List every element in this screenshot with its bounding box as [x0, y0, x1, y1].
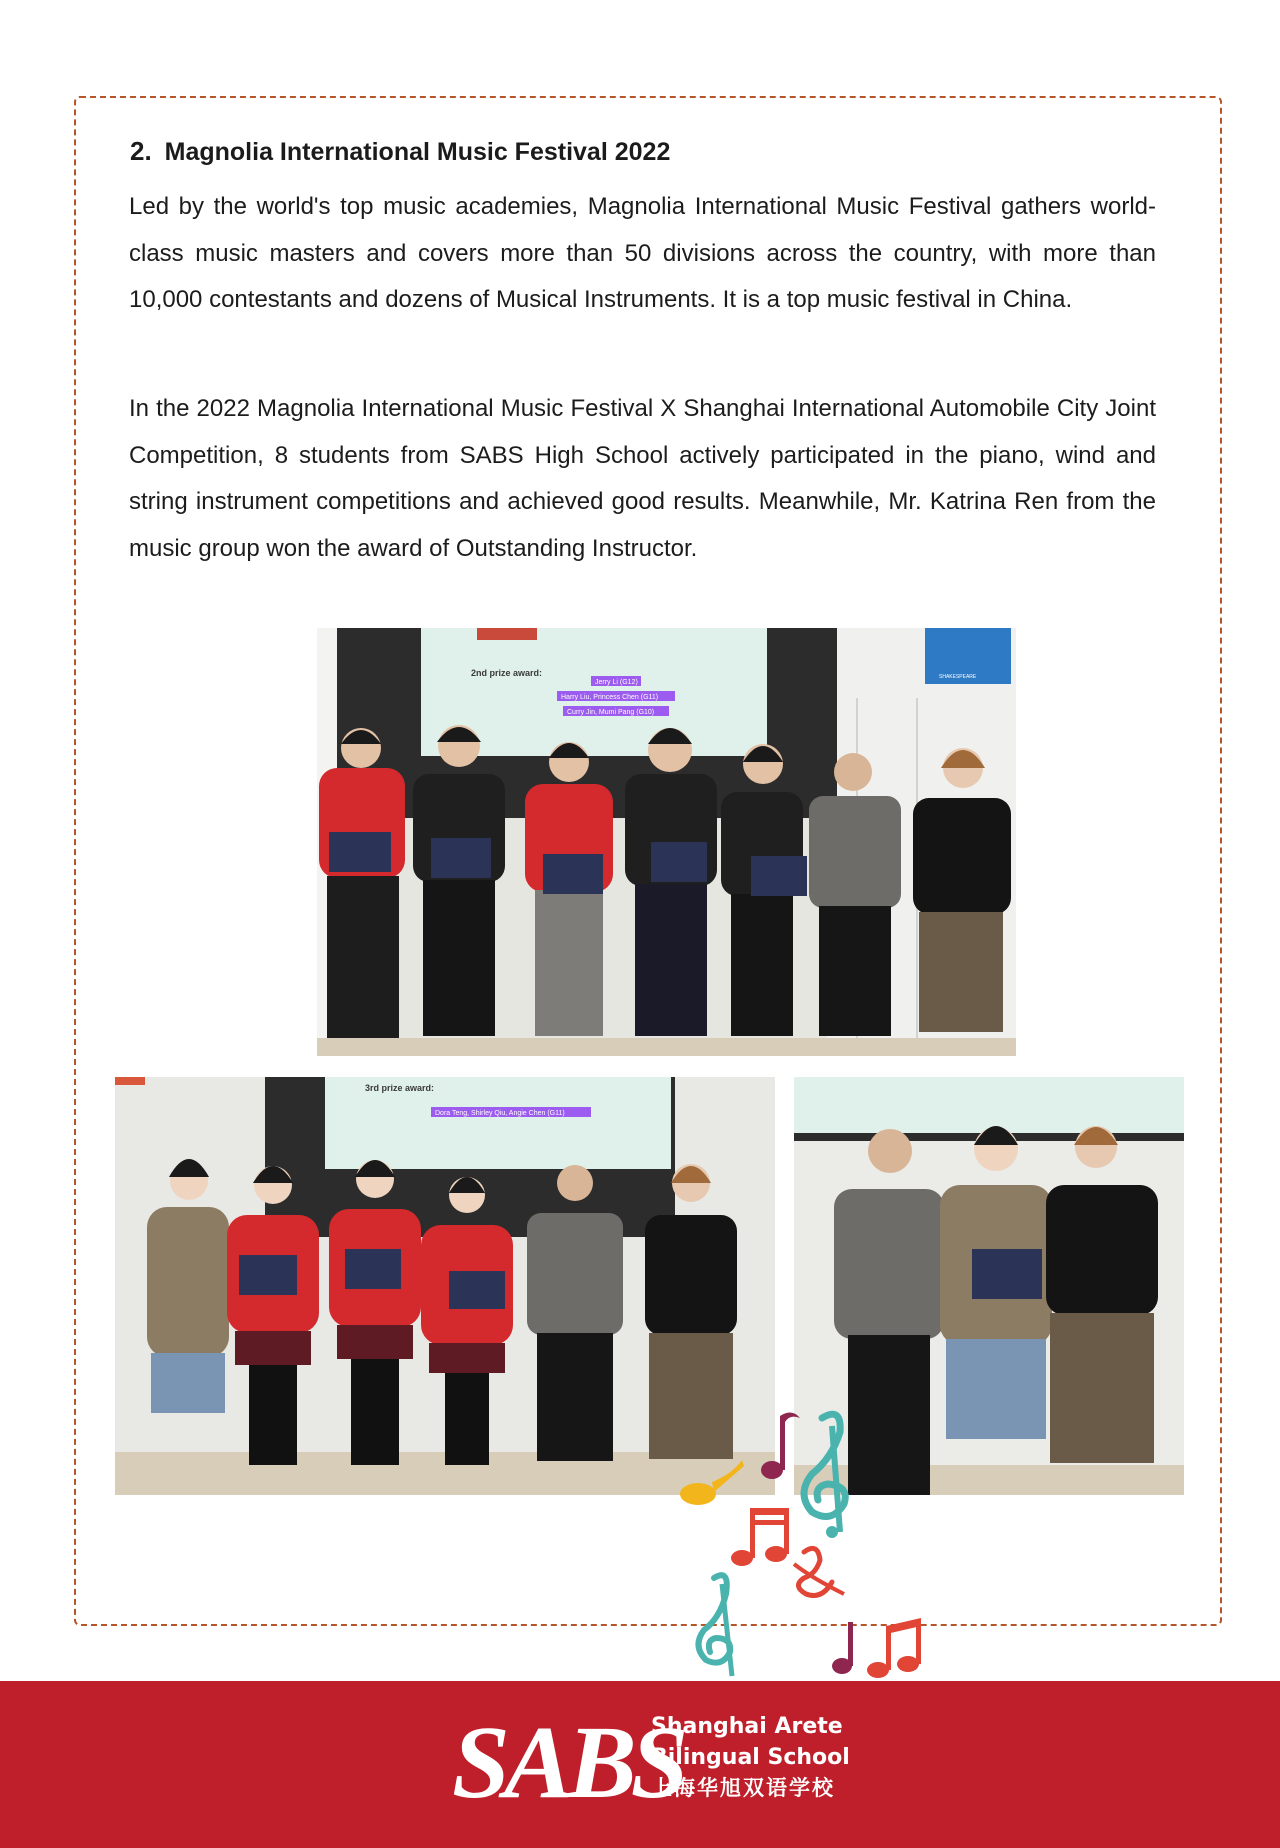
slide-name-line: Harry Liu, Princess Chen (G11)	[561, 694, 659, 701]
slide-heading: 3rd prize award:	[365, 1083, 435, 1093]
slide-heading: 2nd prize award:	[471, 668, 543, 678]
school-name	[651, 1711, 850, 1804]
award-photo-second-prize	[317, 628, 1016, 1056]
competition-paragraph: In the 2022 Magnolia International Music Festival X Shanghai International Automobile City Joint Competition, 8 students from SABS High School actively participated in the piano, wind and string instrument competitions and achieved good results. Meanwhile, Mr. Katrina Ren from the music group won the award of Outstanding Instructor.	[129, 395, 1156, 562]
slide-name-line: Jerry Li (G12)	[595, 679, 638, 686]
music-notes-decoration	[672, 1408, 932, 1688]
school-name-line2: Bilingual School	[651, 1745, 850, 1770]
treble-clef-icon	[804, 1414, 845, 1538]
school-logo-mark: SABS	[452, 1705, 683, 1820]
school-name-chinese: 上海华旭双语学校	[651, 1776, 835, 1800]
section-title-text: Magnolia International Music Festival 2022	[164, 138, 671, 166]
section-title	[130, 136, 670, 167]
eighth-note-icon	[680, 1460, 744, 1505]
shakespeare-sign: SHAKESPEARE	[939, 674, 977, 680]
section-number: 2.	[130, 136, 152, 166]
slide-name-line: Curry Jin, Mumi Pang (G10)	[567, 709, 655, 716]
treble-clef-icon	[794, 1548, 844, 1595]
school-name-line1: Shanghai Arete	[651, 1714, 843, 1739]
beamed-notes-icon	[731, 1508, 789, 1566]
treble-clef-icon	[698, 1575, 732, 1676]
beamed-notes-icon	[867, 1618, 921, 1678]
intro-paragraph: Led by the world's top music academies, Magnolia International Music Festival gathers world-class music masters and covers more than 50 divisions across the country, with more than 10,000 contestants and dozens of Musical Instruments. It is a top music festival in China.	[129, 193, 1156, 313]
quarter-note-icon	[832, 1622, 853, 1674]
quarter-note-icon	[761, 1412, 800, 1479]
slide-name-line: Dora Teng, Shirley Qiu, Angie Chen (G11)	[435, 1110, 565, 1117]
